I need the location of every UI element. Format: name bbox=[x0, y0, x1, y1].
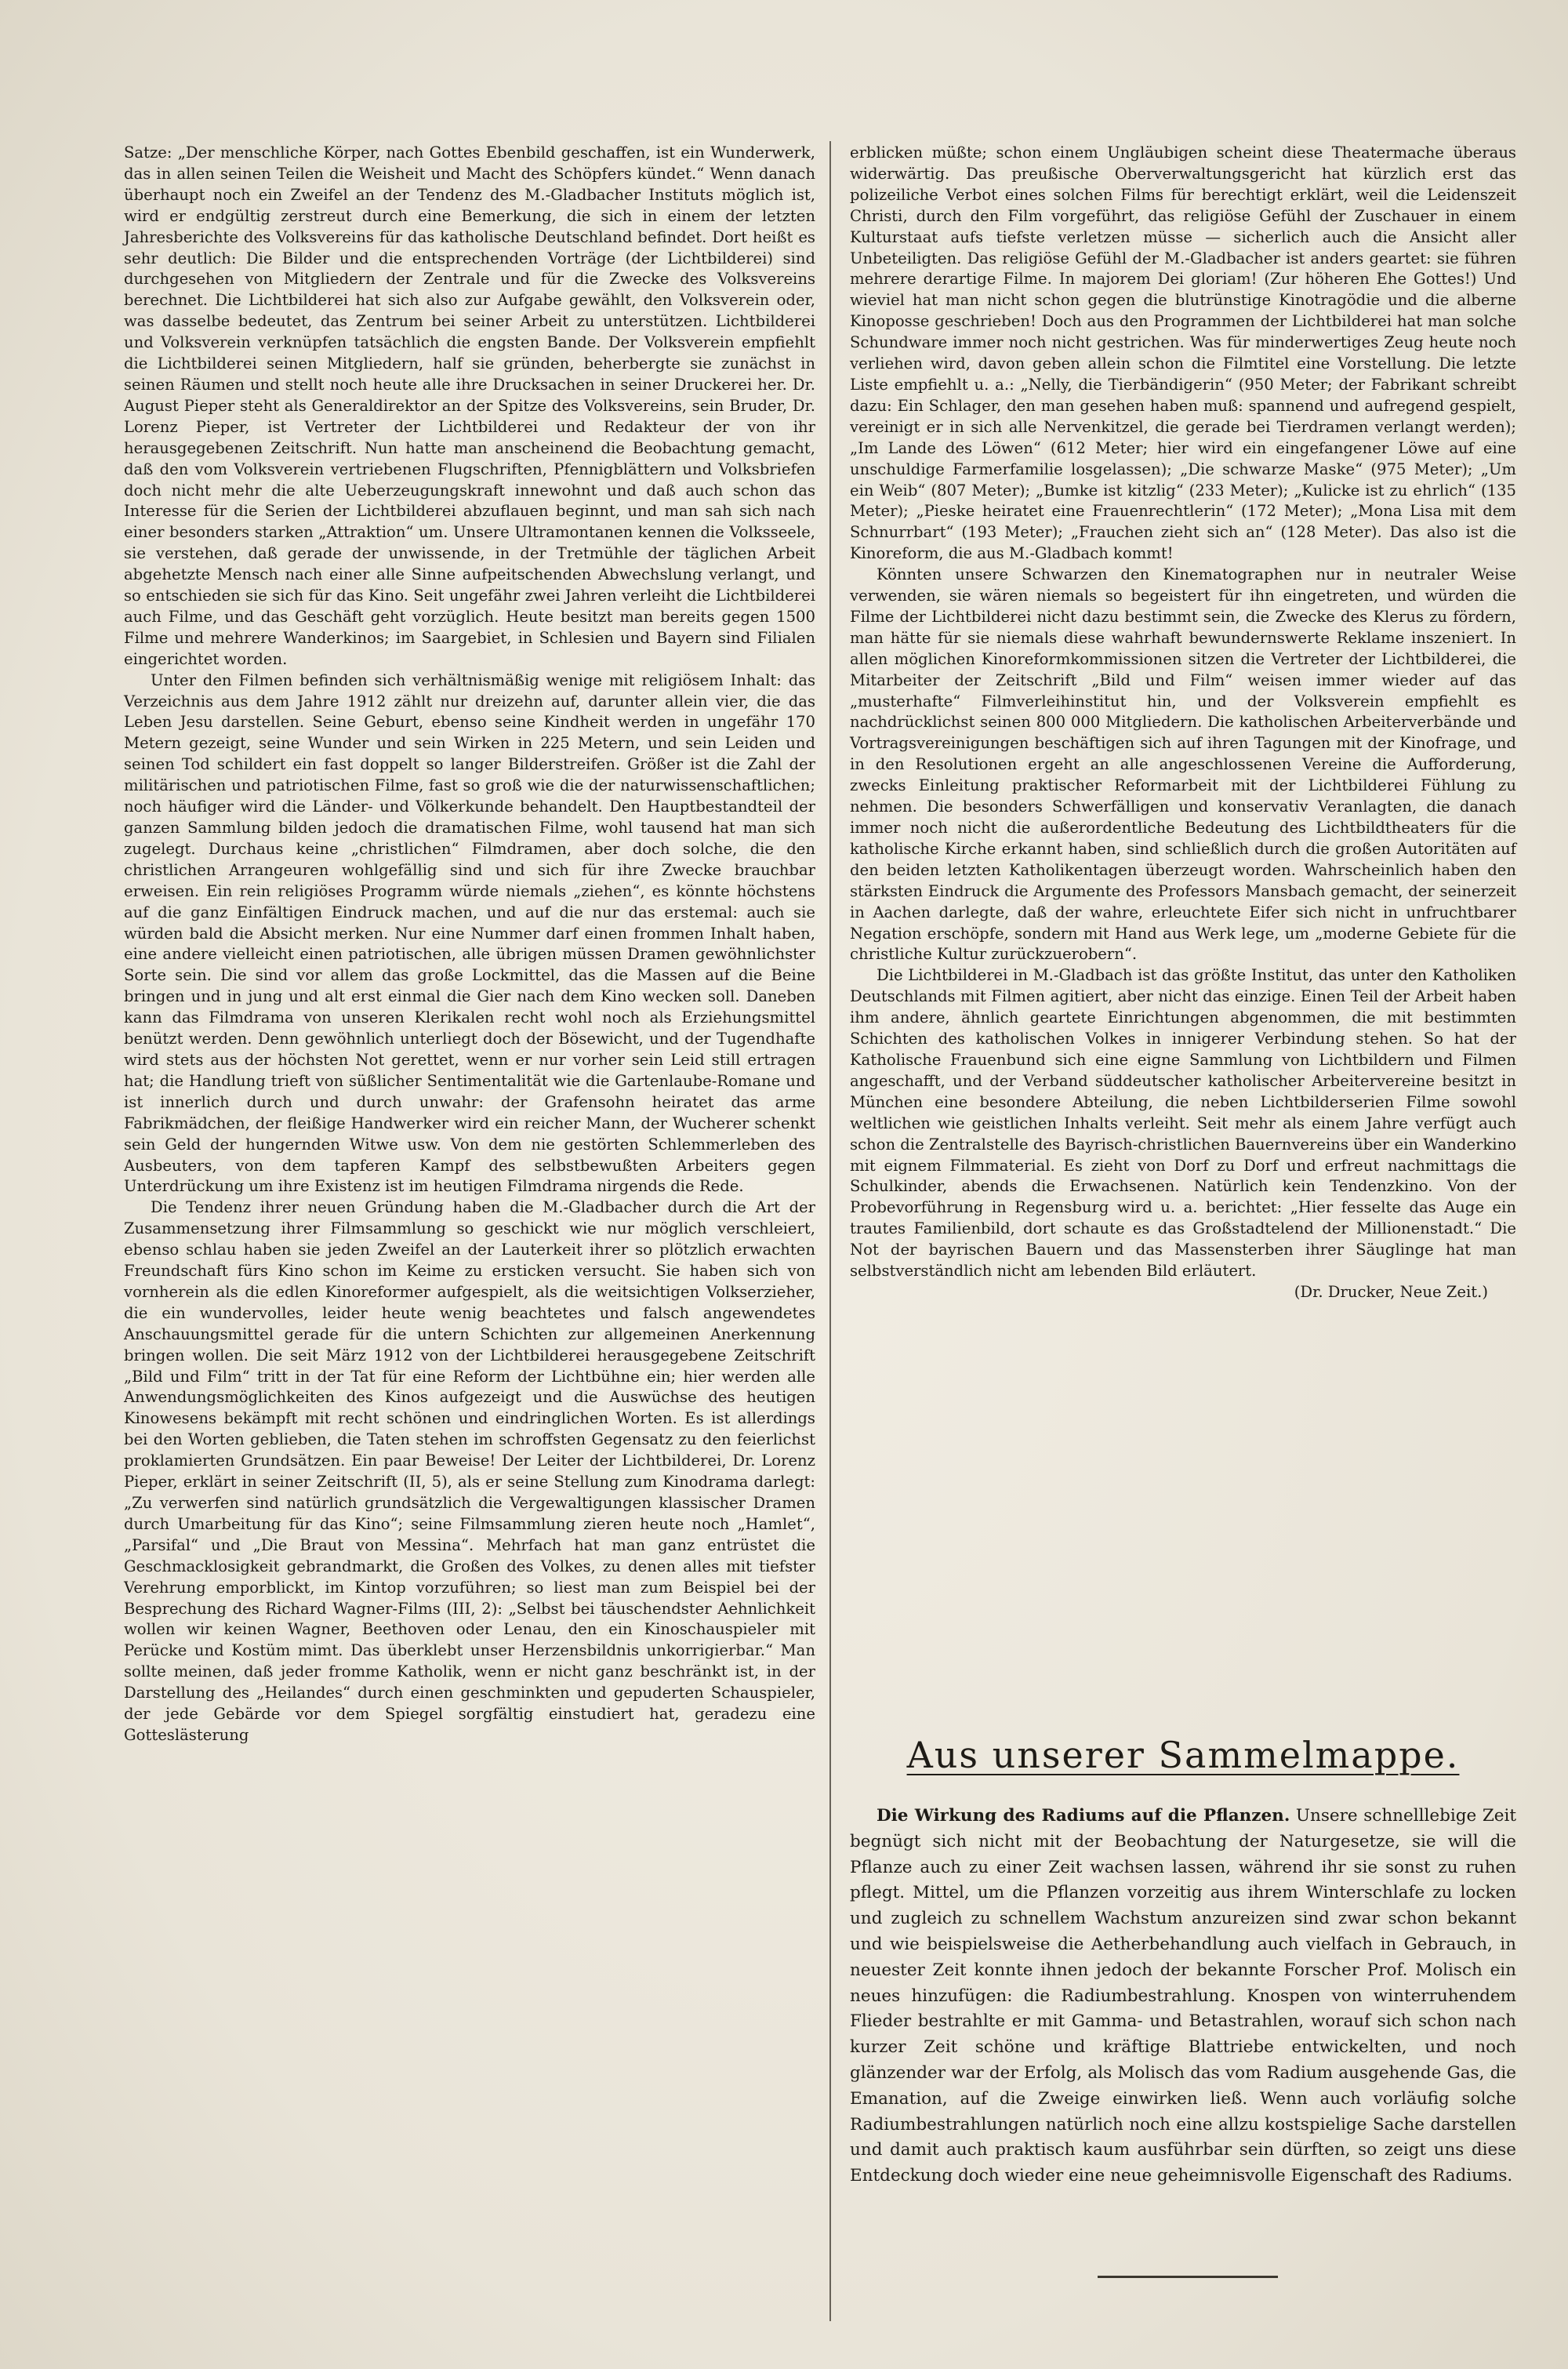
left-column bbox=[124, 143, 815, 1746]
article-paragraph: Unter den Filmen befinden sich verhältnismäßig wenige mit religiösem Inhalt: das Verzeichnis aus dem Jahre 1912 zählt nur dreizehn auf, darunter allein vier, die das Leben Jesu darstellen. Seine Geburt, ebenso seine Kindheit werden in ungefähr 170 Metern gezeigt, seine Wunder und sein Wirken in 225 Metern, und sein Leiden und seinen Tod schildert ein fast doppelt so langer Bilderstreifen. Größer ist die Zahl der militärischen und patriotischen Filme, fast so groß wie die der naturwissenschaftlichen; noch häufiger wird die Länder- und Völkerkunde behandelt. Den Hauptbestandteil der ganzen Sammlung bilden jedoch die dramatischen Filme, wohl tausend hat man sich zugelegt. Durchaus keine „christlichen“ Filmdramen, aber doch solche, die den christlichen Arrangeuren wohlgefällig sind und sich für ihre Zwecke brauchbar erweisen. Ein rein religiöses Programm würde niemals „ziehen“, es könnte höchstens auf die ganz Einfältigen Eindruck machen, und auf die nur das erstemal: auch sie würden bald die Absicht merken. Nur eine Nummer darf einen frommen Inhalt haben, eine andere vielleicht einen patriotischen, alle übrigen müssen Dramen gewöhnlichster Sorte sein. Die sind vor allem das große Lockmittel, das die Massen auf die Beine bringen und in jung und alt erst einmal die Gier nach dem Kino wecken soll. Daneben kann das Filmdrama von unseren Klerikalen recht wohl noch als Erziehungsmittel benützt werden. Denn gewöhnlich unterliegt doch der Bösewicht, und der Tugendhafte wird stets aus der höchsten Not gerettet, wenn er nur vorher sein Leid still ertragen hat; die Handlung trieft von süßlicher Sentimentalität wie die Gartenlaube-Romane und ist innerlich durch und durch unwahr: der Grafensohn heiratet das arme Fabrikmädchen, der fleißige Handwerker wird ein reicher Mann, der Wucherer schenkt sein Geld der hungernden Witwe usw. Von dem nie gestörten Schlemmerleben des Ausbeuters, von dem tapferen Kampf des selbstbewußten Arbeiters gegen Unterdrückung um ihre Existenz ist im heutigen Filmdrama nirgends die Rede. bbox=[124, 670, 815, 1196]
section-title: Aus unserer Sammelmappe. bbox=[906, 1734, 1460, 1776]
article-paragraph: erblicken müßte; schon einem Ungläubigen scheint diese Theatermache überaus widerwärtig. Das preußische Oberverwaltungsgericht hat kürzlich erst das polizeiliche Verbot eines solchen Films für berechtigt erklärt, weil die Leidenszeit Christi, durch den Film vorgeführt, das religiöse Gefühl der Zuschauer in einem Kulturstaat aufs tiefste verletzen müsse — sicherlich auch die Ansicht aller Unbeteiligten. Das religiöse Gefühl der M.-Gladbacher ist anders geartet: sie führen mehrere derartige Filme. In majorem Dei gloriam! (Zur höheren Ehe Gottes!) Und wieviel hat man nicht schon gegen die blutrünstige Kinotragödie und die alberne Kinoposse geschrieben! Doch aus den Programmen der Lichtbilderei hat man solche Schundware immer noch nicht gestrichen. Was für minderwertiges Zeug heute noch verliehen wird, davon geben allein schon die Filmtitel eine Vorstellung. Die letzte Liste empfiehlt u. a.: „Nelly, die Tierbändigerin“ (950 Meter; der Fabrikant schreibt dazu: Ein Schlager, den man gesehen haben muß: spannend und aufregend gespielt, vereinigt er in sich alle Nervenkitzel, die gerade bei Tierdramen verlangt werden); „Im Lande des Löwen“ (612 Meter; hier wird ein eingefangener Löwe auf eine unschuldige Farmerfamilie losgelassen); „Die schwarze Maske“ (975 Meter); „Um ein Weib“ (807 Meter); „Bumke ist kitzlig“ (233 Meter); „Kulicke ist zu ehrlich“ (135 Meter); „Pieske heiratet eine Frauenrechtlerin“ (172 Meter); „Mona Lisa mit dem Schnurrbart“ (193 Meter); „Frauchen zieht sich an“ (128 Meter). Das also ist die Kinoreform, die aus M.-Gladbach kommt! bbox=[850, 144, 1516, 563]
article-paragraph: Die Lichtbilderei in M.-Gladbach ist das größte Institut, das unter den Katholiken Deutschlands mit Filmen agitiert, aber nicht das einzige. Einen Teil der Arbeit haben ihm andere, ähnlich geartete Einrichtungen abgenommen, die mit bestimmten Schichten des katholischen Volkes in innigerer Verbindung stehen. So hat der Katholische Frauenbund sich eine eigne Sammlung von Lichtbildern und Filmen angeschafft, und der Verband süddeutscher katholischer Arbeitervereine besitzt in München eine besondere Abteilung, die neben Lichtbilderserien Filme sowohl weltlichen wie geistlichen Inhalts verleiht. Seit mehr als einem Jahre verfügt auch schon die Zentralstelle des Bayrisch-christlichen Bauernvereins über ein Wanderkino mit eignem Filmmaterial. Es zieht von Dorf zu Dorf und erfreut nachmittags die Schulkinder, abends die Erwachsenen. Natürlich kein Tendenzkino. Von der Probevorführung in Regensburg wird u. a. berichtet: „Hier fesselte das Auge ein trautes Familienbild, dort schaute es das Großstadtelend der Millionenstadt.“ Die Not der bayrischen Bauern und das Massensterben ihrer Säuglinge hat man selbstverständlich nicht am lebenden Bild erläutert. bbox=[850, 966, 1516, 1281]
end-divider bbox=[1098, 2276, 1278, 2278]
section-text: Unsere schnelllebige Zeit begnügt sich nicht mit der Beobachtung der Naturgesetze, sie will die Pflanze auch zu einer Zeit wachsen lassen, während ihr sie sonst zu ruhen pflegt. Mittel, um die Pflanzen vorzeitig aus ihrem Winterschlafe zu locken und zugleich zu schnellem Wachstum anzureizen sind zwar schon bekannt und wie beispielsweise die Aetherbehandlung auch vielfach in Gebrauch, in neuester Zeit konnte ihnen jedoch der bekannte Forscher Prof. Molisch ein neues hinzufügen: die Radiumbestrahlung. Knospen von winterruhendem Flieder bestrahlte er mit Gamma- und Betastrahlen, worauf sich schon nach kurzer Zeit schöne und kräftige Blattriebe entwickelten, und noch glänzender war der Erfolg, als Molisch das vom Radium ausgehende Gas, die Emanation, auf die Zweige einwirken ließ. Wenn auch vorläufig solche Radiumbestrahlungen natürlich noch eine allzu kostspielige Sache darstellen und damit auch praktisch kaum ausführbar sein dürften, so zeigt uns diese Entdeckung doch wieder eine neue geheimnisvolle Eigenschaft des Radiums. bbox=[850, 1806, 1516, 2186]
article-paragraph: Die Tendenz ihrer neuen Gründung haben die M.-Gladbacher durch die Art der Zusammensetzung ihrer Filmsammlung so geschickt wie nur möglich verschleiert, ebenso schlau haben sie jeden Zweifel an der Lauterkeit ihrer so plötzlich erwachten Freundschaft fürs Kino schon im Keime zu ersticken versucht. Sie haben sich von vornherein als die edlen Kinoreformer aufgespielt, als die weitsichtigen Volkserzieher, die ein wundervolles, leider heute wenig beachtetes und falsch angewendetes Anschauungsmittel gerade für die untern Schichten zur allgemeinen Anerkennung bringen wollen. Die seit März 1912 von der Lichtbilderei herausgegebene Zeitschrift „Bild und Film“ tritt in der Tat für eine Reform der Lichtbühne ein; hier werden alle Anwendungsmöglichkeiten des Kinos aufgezeigt und die Auswüchse des heutigen Kinowesens bekämpft mit recht schönen und eindringlichen Worten. Es ist allerdings bei den Worten geblieben, die Taten stehen im schroffsten Gegensatz zu den feierlichst proklamierten Grundsätzen. Ein paar Beweise! Der Leiter der Lichtbilderei, Dr. Lorenz Pieper, erklärt in seiner Zeitschrift (II, 5), als er seine Stellung zum Kinodrama darlegt: „Zu verwerfen sind natürlich grundsätzlich die Vergewaltigungen klassischer Dramen durch Umarbeitung für das Kino“; seine Filmsammlung zieren heute noch „Hamlet“, „Parsifal“ und „Die Braut von Messina“. Mehrfach hat man ganz entrüstet die Geschmacklosigkeit gebrandmarkt, die Großen des Volkes, zu denen alles mit tiefster Verehrung emporblickt, im Kintop vorzuführen; so liest man zum Beispiel bei der Besprechung des Richard Wagner-Films (III, 2): „Selbst bei täuschendster Aehnlichkeit wollen wir keinen Wagner, Beethoven oder Lenau, den ein Kinoschauspieler mit Perücke und Kostüm mimt. Das überklebt unser Herzensbildnis unkorrigierbar.“ Man sollte meinen, daß jeder fromme Katholik, wenn er nicht ganz beschränkt ist, in der Darstellung des „Heilandes“ durch einen geschminkten und gepuderten Schauspieler, der jede Gebärde vor dem Spiegel sorgfältig einstudiert hat, geradezu eine Gotteslästerung bbox=[124, 1198, 815, 1744]
article-paragraph: Könnten unsere Schwarzen den Kinematographen nur in neutraler Weise verwenden, sie wären niemals so begeistert für ihn eingetreten, und würden die Filme der Lichtbilderei nicht dazu bestimmt sein, die Zwecke des Klerus zu fördern, man hätte für sie niemals diese wahrhaft bewundernswerte Reklame inszeniert. In allen möglichen Kinoreformkommissionen sitzen die Vertreter der Lichtbilderei, die Mitarbeiter der Zeitschrift „Bild und Film“ weisen immer wieder auf das „musterhafte“ Filmverleihinstitut hin, und der Volksverein empfiehlt es nachdrücklichst seinen 800 000 Mitgliedern. Die katholischen Arbeiterverbände und Vortragsvereinigungen beschäftigen sich auf ihren Tagungen mit der Kinofrage, und in den Resolutionen ergeht an alle angeschlossenen Vereine die Aufforderung, zwecks Einleitung praktischer Reformarbeit mit der Lichtbilderei Fühlung zu nehmen. Die besonders Schwerfälligen und konservativ Veranlagten, die danach immer noch nicht die außerordentliche Bedeutung des Lichtbildtheaters für die katholische Kirche erkannt haben, sind schließlich durch die großen Autoritäten auf den beiden letzten Katholikentagen überzeugt worden. Wahrscheinlich haben den stärksten Eindruck die Argumente des Professors Mansbach gemacht, der seinerzeit in Aachen darlegte, daß der wahre, erleuchtete Eifer sich nicht in unfruchtbarer Negation erschöpfe, sondern mit Hand aus Werk lege, um „moderne Gebiete für die christliche Kultur zurückzuerobern“. bbox=[850, 565, 1516, 964]
section-lead: Die Wirkung des Radiums auf die Pflanzen. bbox=[877, 1806, 1290, 1826]
section-body bbox=[850, 1804, 1516, 2189]
source-credit: (Dr. Drucker, Neue Zeit.) bbox=[1294, 1282, 1488, 1301]
article-paragraph: Satze: „Der menschliche Körper, nach Gottes Ebenbild geschaffen, ist ein Wunderwerk, das in allen seinen Teilen die Weisheit und Macht des Schöpfers kündet.“ Wenn danach überhaupt noch ein Zweifel an der Tendenz des M.-Gladbacher Instituts möglich ist, wird er endgültig zerstreut durch eine Bemerkung, die sich in einem der letzten Jahresberichte des Volksvereins für das katholische Deutschland befindet. Dort heißt es sehr deutlich: Die Bilder und die entsprechenden Vorträge (der Lichtbilderei) sind durchgesehen von Mitgliedern der Zentrale und für die Zwecke des Volksvereins berechnet. Die Lichtbilderei hat sich also zur Aufgabe gewählt, den Volksverein oder, was dasselbe bedeutet, das Zentrum bei seiner Arbeit zu unterstützen. Lichtbilderei und Volksverein verknüpfen tatsächlich die engsten Bande. Der Volksverein empfiehlt die Lichtbilderei seinen Mitgliedern, half sie gründen, beherbergte sie zunächst in seinen Räumen und stellt noch heute alle ihre Drucksachen in seiner Druckerei her. Dr. August Pieper steht als Generaldirektor an der Spitze des Volksvereins, sein Bruder, Dr. Lorenz Pieper, ist Vertreter der Lichtbilderei und Redakteur der von ihr herausgegebenen Zeitschrift. Nun hatte man anscheinend die Beobachtung gemacht, daß den vom Volksverein vertriebenen Flugschriften, Pfennigblättern und Volksbriefen doch nicht mehr die alte Ueberzeugungskraft innewohnt und daß auch schon das Interesse für die Serien der Lichtbilderei abzuflauen beginnt, und man sah sich nach einer besonders starken „Attraktion“ um. Unsere Ultramontanen kennen die Volksseele, sie verstehen, daß gerade der unwissende, in der Tretmühle der täglichen Arbeit abgehetzte Mensch nach einer alle Sinne aufpeitschenden Abwechslung verlangt, und so entschieden sie sich für das Kino. Seit ungefähr zwei Jahren verleiht die Lichtbilderei auch Filme, und das Geschäft geht vorzüglich. Heute besitzt man bereits gegen 1500 Filme und mehrere Wanderkinos; im Saargebiet, in Schlesien und Bayern sind Filialen eingerichtet worden. bbox=[124, 144, 815, 668]
right-column bbox=[850, 143, 1516, 1303]
column-divider bbox=[829, 141, 831, 2321]
